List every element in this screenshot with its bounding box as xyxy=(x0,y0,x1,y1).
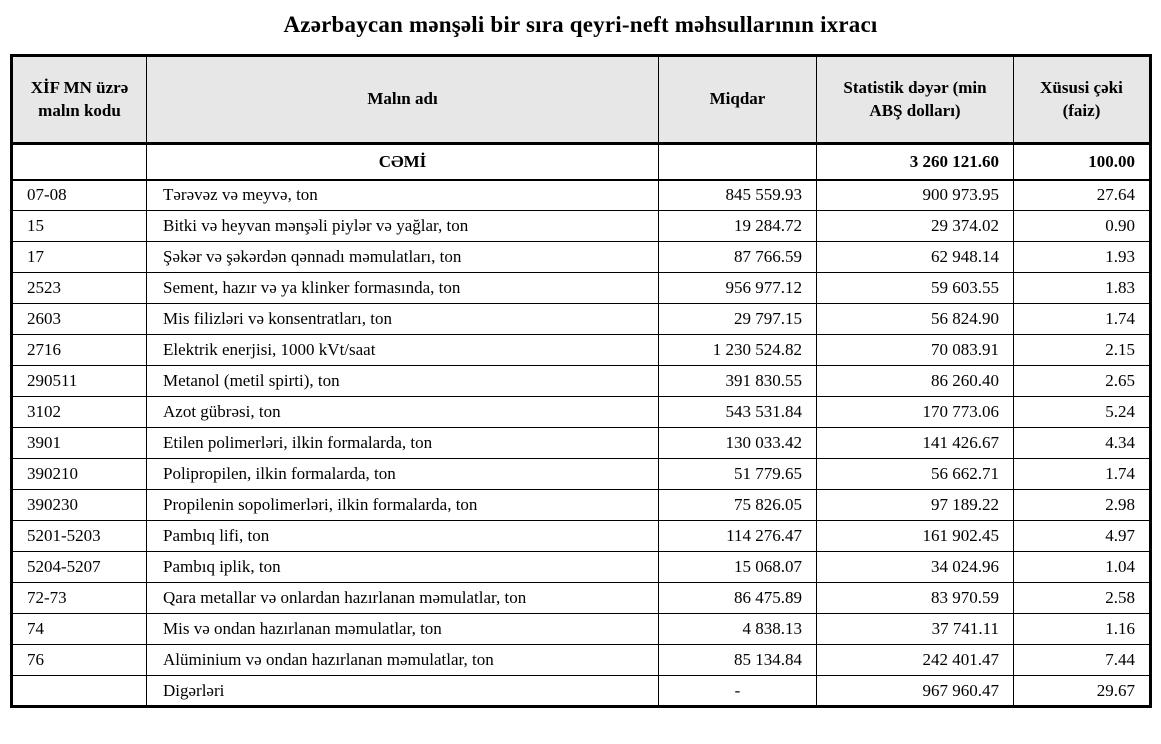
table-row xyxy=(12,211,1151,242)
table-row-name: Digərləri xyxy=(147,676,659,707)
table-row-name: Pambıq lifi, ton xyxy=(147,521,659,552)
table-row-share: 1.74 xyxy=(1014,459,1151,490)
table-row-share: 1.16 xyxy=(1014,614,1151,645)
table-row-name: Etilen polimerləri, ilkin formalarda, ton xyxy=(147,428,659,459)
table-row-code: 3102 xyxy=(12,397,147,428)
table-row-quantity: 130 033.42 xyxy=(659,428,817,459)
table-row xyxy=(12,521,1151,552)
table-row-quantity: 86 475.89 xyxy=(659,583,817,614)
table-row xyxy=(12,366,1151,397)
table-row-name: Elektrik enerjisi, 1000 kVt/saat xyxy=(147,335,659,366)
table-row-quantity: 19 284.72 xyxy=(659,211,817,242)
table-row-code: 5201-5203 xyxy=(12,521,147,552)
table-row-value: 967 960.47 xyxy=(817,676,1014,707)
table-row-code: 2523 xyxy=(12,273,147,304)
table-row xyxy=(12,645,1151,676)
table-row-share: 2.65 xyxy=(1014,366,1151,397)
table-row-code: 76 xyxy=(12,645,147,676)
table-row-share: 2.58 xyxy=(1014,583,1151,614)
table-row xyxy=(12,335,1151,366)
total-row-share: 100.00 xyxy=(1014,144,1151,180)
table-row-value: 29 374.02 xyxy=(817,211,1014,242)
table-row-code: 17 xyxy=(12,242,147,273)
table-row-code: 5204-5207 xyxy=(12,552,147,583)
column-header-share: Xüsusi çəki (faiz) xyxy=(1014,56,1151,144)
table-row-value: 34 024.96 xyxy=(817,552,1014,583)
table-row-quantity: 4 838.13 xyxy=(659,614,817,645)
table-row-quantity: 29 797.15 xyxy=(659,304,817,335)
table-row-code: 390230 xyxy=(12,490,147,521)
table-row-quantity: 956 977.12 xyxy=(659,273,817,304)
table-row-value: 62 948.14 xyxy=(817,242,1014,273)
table-row-quantity: 51 779.65 xyxy=(659,459,817,490)
table-row-name: Propilenin sopolimerləri, ilkin formalarda, ton xyxy=(147,490,659,521)
table-row-name: Alüminium və ondan hazırlanan məmulatlar, ton xyxy=(147,645,659,676)
table-row-quantity: 85 134.84 xyxy=(659,645,817,676)
total-row-quantity xyxy=(659,144,817,180)
table-row xyxy=(12,397,1151,428)
table-row-value: 86 260.40 xyxy=(817,366,1014,397)
table-row-name: Mis və ondan hazırlanan məmulatlar, ton xyxy=(147,614,659,645)
table-row-name: Şəkər və şəkərdən qənnadı məmulatları, ton xyxy=(147,242,659,273)
table-row-value: 83 970.59 xyxy=(817,583,1014,614)
table-row-code: 72-73 xyxy=(12,583,147,614)
table-row-value: 242 401.47 xyxy=(817,645,1014,676)
table-row-code: 07-08 xyxy=(12,180,147,211)
table-row-code: 290511 xyxy=(12,366,147,397)
table-header xyxy=(12,56,1151,144)
total-row xyxy=(12,144,1151,180)
table-row xyxy=(12,676,1151,707)
column-header-code: XİF MN üzrə malın kodu xyxy=(12,56,147,144)
table-row-share: 29.67 xyxy=(1014,676,1151,707)
table-row-share: 4.97 xyxy=(1014,521,1151,552)
table-row-quantity: - xyxy=(659,676,817,707)
table-row-name: Tərəvəz və meyvə, ton xyxy=(147,180,659,211)
export-table xyxy=(10,54,1152,708)
table-row-share: 1.04 xyxy=(1014,552,1151,583)
table-row-code: 74 xyxy=(12,614,147,645)
table-row-share: 2.98 xyxy=(1014,490,1151,521)
table-row-name: Mis filizləri və konsentratları, ton xyxy=(147,304,659,335)
table-row-share: 4.34 xyxy=(1014,428,1151,459)
table-row-code: 390210 xyxy=(12,459,147,490)
table-row xyxy=(12,428,1151,459)
table-row-quantity: 75 826.05 xyxy=(659,490,817,521)
table-row xyxy=(12,180,1151,211)
table-row-value: 56 824.90 xyxy=(817,304,1014,335)
table-row-quantity: 391 830.55 xyxy=(659,366,817,397)
table-row-code xyxy=(12,676,147,707)
page-title: Azərbaycan mənşəli bir sıra qeyri-neft məhsullarının ixracı xyxy=(283,12,878,37)
table-row-share: 2.15 xyxy=(1014,335,1151,366)
table-row-value: 97 189.22 xyxy=(817,490,1014,521)
table-row-name: Metanol (metil spirti), ton xyxy=(147,366,659,397)
header-row xyxy=(12,56,1151,144)
table-row-value: 56 662.71 xyxy=(817,459,1014,490)
table-row-quantity: 1 230 524.82 xyxy=(659,335,817,366)
column-header-value: Statistik dəyər (min ABŞ dolları) xyxy=(817,56,1014,144)
table-row-share: 1.74 xyxy=(1014,304,1151,335)
table-row-name: Qara metallar və onlardan hazırlanan məmulatlar, ton xyxy=(147,583,659,614)
table-row-value: 59 603.55 xyxy=(817,273,1014,304)
table-row-name: Sement, hazır və ya klinker formasında, ton xyxy=(147,273,659,304)
table-row xyxy=(12,273,1151,304)
table-row-name: Azot gübrəsi, ton xyxy=(147,397,659,428)
table-row-code: 2716 xyxy=(12,335,147,366)
table-row-share: 1.83 xyxy=(1014,273,1151,304)
table-row xyxy=(12,304,1151,335)
table-row-quantity: 543 531.84 xyxy=(659,397,817,428)
table-row xyxy=(12,614,1151,645)
table-row-quantity: 15 068.07 xyxy=(659,552,817,583)
table-row-value: 900 973.95 xyxy=(817,180,1014,211)
table-row-value: 141 426.67 xyxy=(817,428,1014,459)
column-header-name: Malın adı xyxy=(147,56,659,144)
total-row-value: 3 260 121.60 xyxy=(817,144,1014,180)
table-row xyxy=(12,552,1151,583)
table-row xyxy=(12,242,1151,273)
table-row xyxy=(12,459,1151,490)
table-row-code: 15 xyxy=(12,211,147,242)
table-row-value: 37 741.11 xyxy=(817,614,1014,645)
table-row-quantity: 114 276.47 xyxy=(659,521,817,552)
table-row-quantity: 845 559.93 xyxy=(659,180,817,211)
table-row-value: 70 083.91 xyxy=(817,335,1014,366)
table-row-code: 3901 xyxy=(12,428,147,459)
table-row-name: Pambıq iplik, ton xyxy=(147,552,659,583)
table-row-value: 161 902.45 xyxy=(817,521,1014,552)
total-row-name: CƏMİ xyxy=(147,144,659,180)
table-row-value: 170 773.06 xyxy=(817,397,1014,428)
table-row-share: 27.64 xyxy=(1014,180,1151,211)
table-row-quantity: 87 766.59 xyxy=(659,242,817,273)
table-row-share: 7.44 xyxy=(1014,645,1151,676)
table-row xyxy=(12,583,1151,614)
table-row-share: 5.24 xyxy=(1014,397,1151,428)
table-row-share: 0.90 xyxy=(1014,211,1151,242)
table-row-share: 1.93 xyxy=(1014,242,1151,273)
column-header-quantity: Miqdar xyxy=(659,56,817,144)
table-row xyxy=(12,490,1151,521)
total-row-code xyxy=(12,144,147,180)
table-row-code: 2603 xyxy=(12,304,147,335)
table-body xyxy=(12,144,1151,707)
table-row-name: Polipropilen, ilkin formalarda, ton xyxy=(147,459,659,490)
table-row-name: Bitki və heyvan mənşəli piylər və yağlar, ton xyxy=(147,211,659,242)
